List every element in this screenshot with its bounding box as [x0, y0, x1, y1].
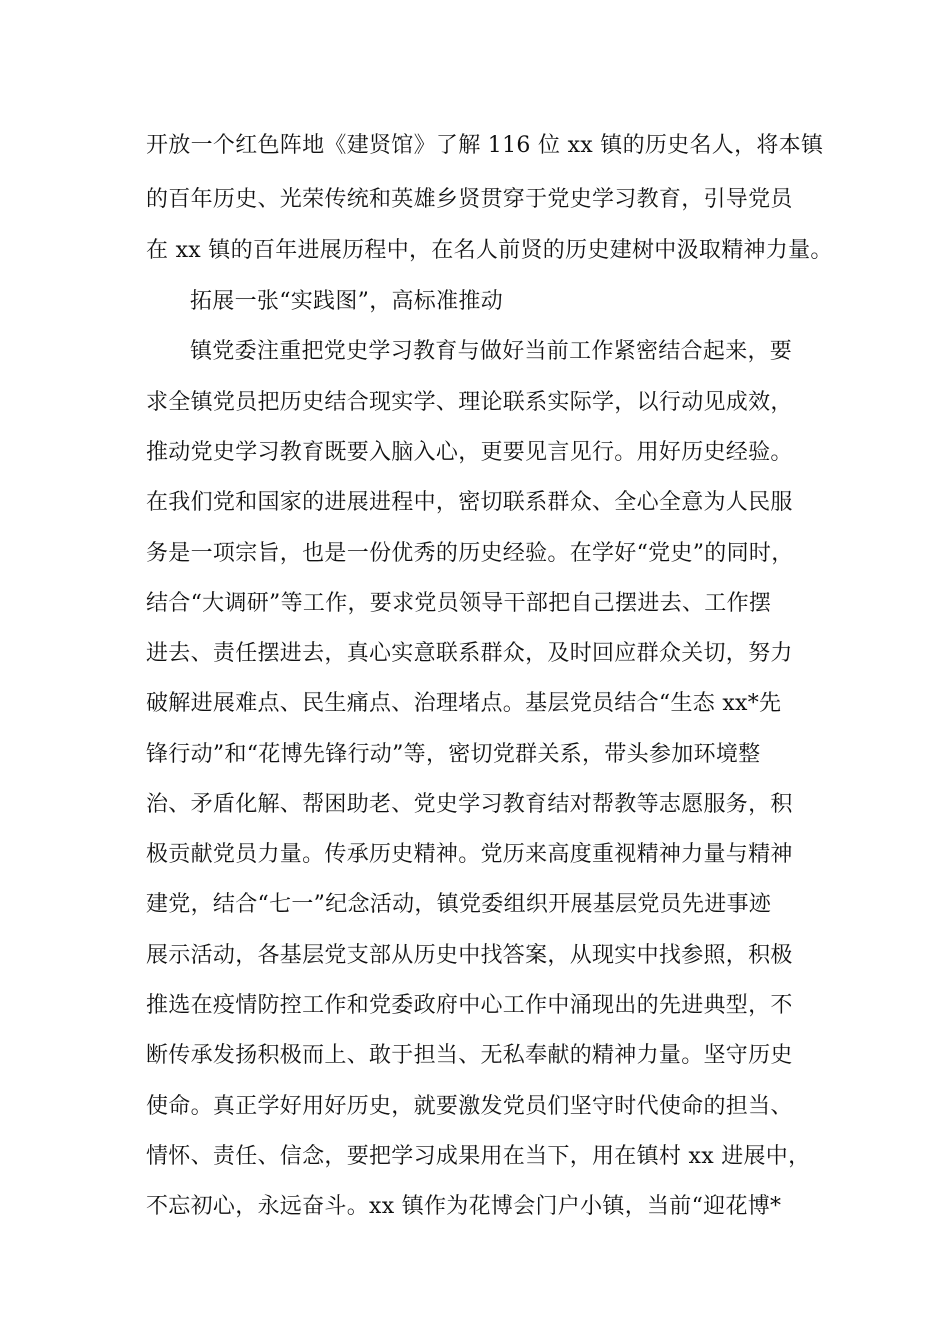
- text-line-6: 求全镇党员把历史结合现实学、理论联系实际学，以行动见成效，: [146, 390, 793, 415]
- text-line-9: 务是一项宗旨，也是一份优秀的历史经验。在学好“党史”的同时，: [146, 541, 794, 566]
- text-line-7: 推动党史学习教育既要入脑入心，更要见言见行。用好历史经验。: [146, 440, 793, 465]
- text-line-3: 在 xx 镇的百年进展历程中，在名人前贤的历史建树中汲取精神力量。: [146, 238, 833, 263]
- text-line-8: 在我们党和国家的进展进程中，密切联系群众、全心全意为人民服: [146, 490, 793, 515]
- text-line-1: 开放一个红色阵地《建贤馆》了解 116 位 xx 镇的历史名人，将本镇: [146, 133, 824, 158]
- text-line-18: 推选在疫情防控工作和党委政府中心工作中涌现出的先进典型，不: [146, 993, 793, 1018]
- text-line-21: 情怀、责任、信念，要把学习成果用在当下，用在镇村 xx 进展中，: [146, 1144, 811, 1169]
- text-line-12: 破解进展难点、民生痛点、治理堵点。基层党员结合“生态 xx*先: [146, 691, 782, 716]
- text-line-11: 进去、责任摆进去，真心实意联系群众，及时回应群众关切，努力: [146, 641, 793, 666]
- text-line-16: 建党，结合“七一”纪念活动，镇党委组织开展基层党员先进事迹: [146, 892, 772, 917]
- text-line-13: 锋行动”和“花博先锋行动”等，密切党群关系，带头参加环境整: [146, 742, 761, 767]
- text-line-5: 镇党委注重把党史学习教育与做好当前工作紧密结合起来，要: [190, 339, 793, 364]
- text-line-14: 治、矛盾化解、帮困助老、党史学习教育结对帮教等志愿服务，积: [146, 792, 793, 817]
- section-heading: 拓展一张“实践图”，高标准推动: [190, 289, 503, 314]
- text-line-2: 的百年历史、光荣传统和英雄乡贤贯穿于党史学习教育，引导党员: [146, 187, 793, 212]
- text-line-17: 展示活动，各基层党支部从历史中找答案，从现实中找参照，积极: [146, 943, 793, 968]
- text-line-20: 使命。真正学好用好历史，就要激发党员们坚守时代使命的担当、: [146, 1094, 793, 1119]
- text-line-22: 不忘初心，永远奋斗。xx 镇作为花博会门户小镇，当前“迎花博*: [146, 1194, 782, 1219]
- text-line-19: 断传承发扬积极而上、敢于担当、无私奉献的精神力量。坚守历史: [146, 1043, 793, 1068]
- text-line-15: 极贡献党员力量。传承历史精神。党历来高度重视精神力量与精神: [146, 842, 793, 867]
- text-line-10: 结合“大调研”等工作，要求党员领导干部把自己摆进去、工作摆: [146, 591, 772, 616]
